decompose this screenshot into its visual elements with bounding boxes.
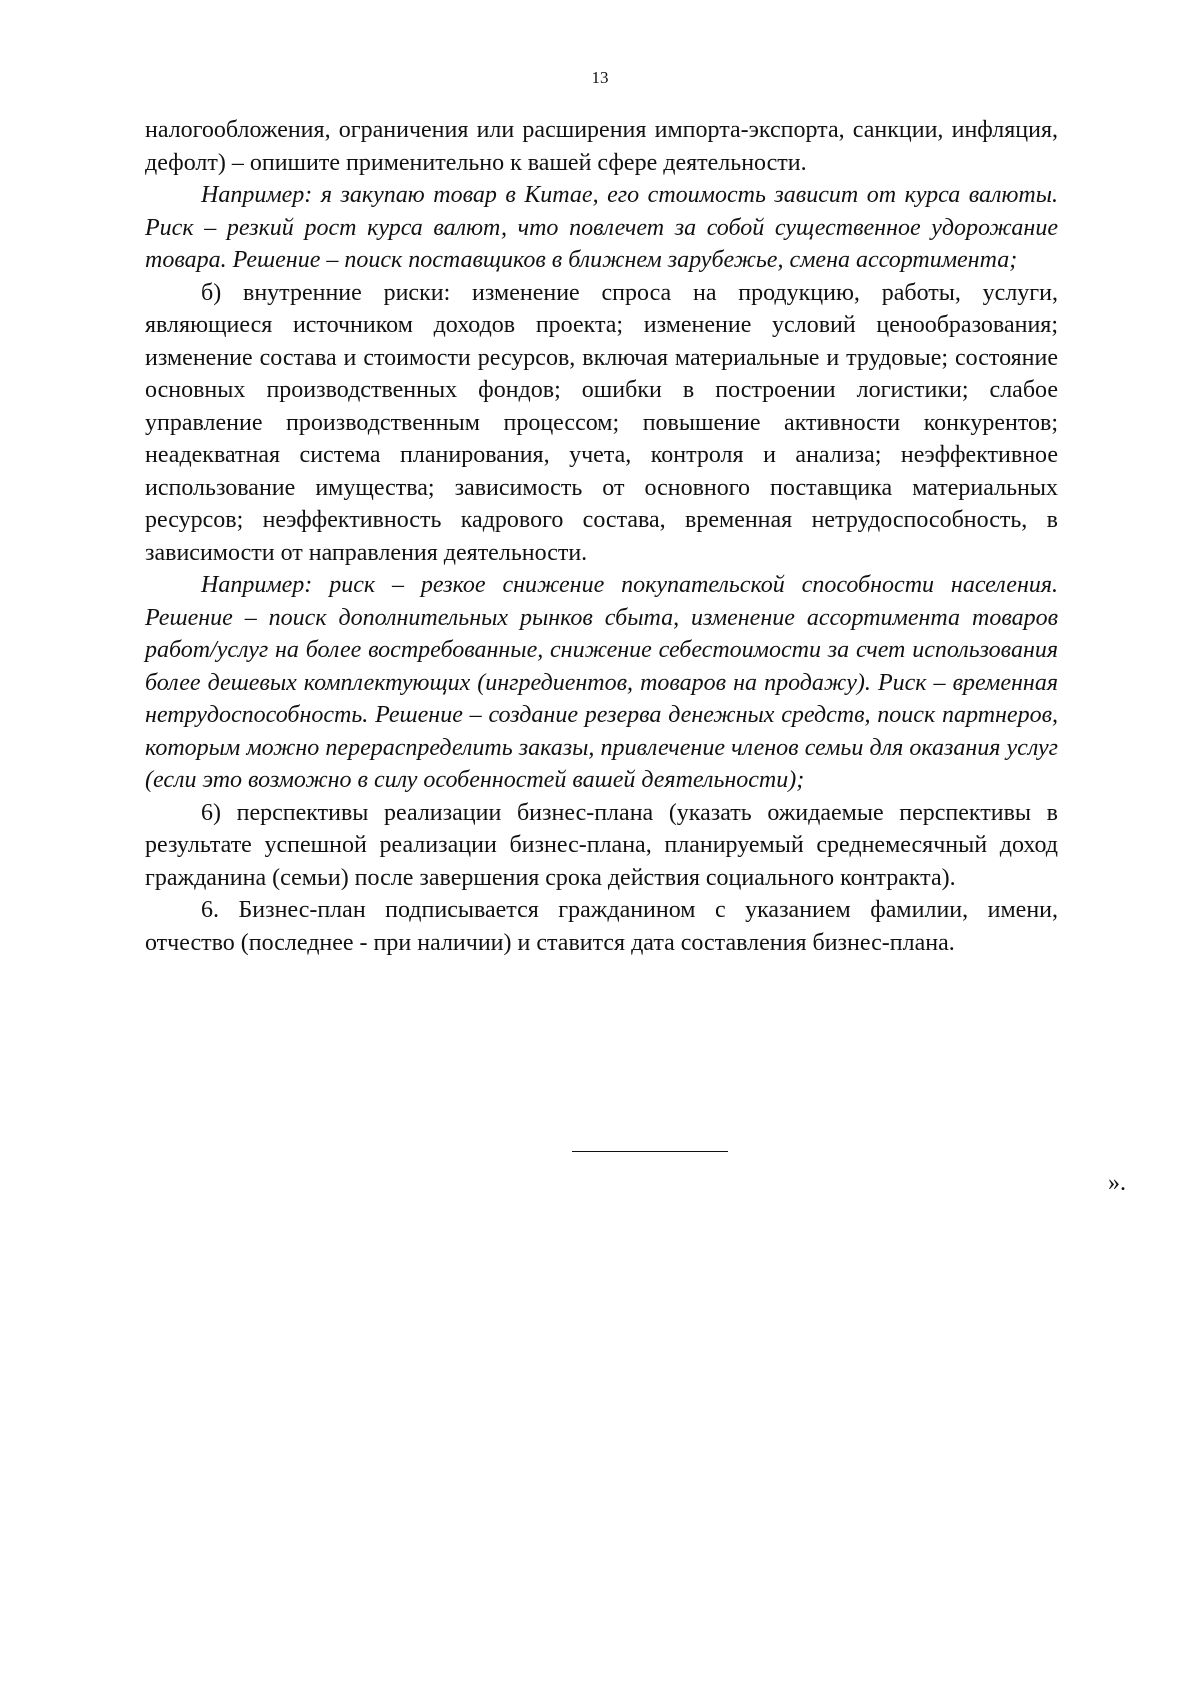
paragraph-business-plan-prospects: 6) перспективы реализации бизнес-плана (указать ожидаемые перспективы в результате успешной реализации бизнес-плана, планируемый среднемесячный доход гражданина (семьи) после завершения срока действия социального контракта). bbox=[145, 799, 1058, 891]
separator-line bbox=[572, 1151, 728, 1152]
page-number: 13 bbox=[591, 68, 609, 87]
document-body bbox=[145, 114, 1058, 959]
paragraph-business-plan-signature: 6. Бизнес-план подписывается гражданином с указанием фамилии, имени, отчество (последнее - при наличии) и ставится дата составления бизнес-плана. bbox=[145, 897, 1058, 956]
paragraph-tax-risks-continuation: налогообложения, ограничения или расширения импорта-экспорта, санкции, инфляция, дефолт) – опишите применительно к вашей сфере деятельности. bbox=[145, 117, 1058, 176]
paragraph-internal-risks: б) внутренние риски: изменение спроса на продукцию, работы, услуги, являющиеся источником доходов проекта; изменение условий ценообразования; изменение состава и стоимости ресурсов, включая материальные и трудовые; состояние основных производственных фондов; ошибки в построении логистики; слабое управление производственным процессом; повышение активности конкурентов; неадекватная система планирования, учета, контроля и анализа; неэффективное использование имущества; зависимость от основного поставщика материальных ресурсов; неэффективность кадрового состава, временная нетрудоспособность, в зависимости от направления деятельности. bbox=[145, 279, 1058, 566]
closing-quote-mark: ». bbox=[1108, 1170, 1126, 1196]
example-external-risk: Например: я закупаю товар в Китае, его стоимость зависит от курса валюты. Риск – резкий рост курса валют, что повлечет за собой существенное удорожание товара. Решение – поиск поставщиков в ближнем зарубежье, смена ассортимента; bbox=[145, 182, 1058, 273]
example-internal-risk: Например: риск – резкое снижение покупательской способности населения. Решение – поиск дополнительных рынков сбыта, изменение ассортимента товаров работ/услуг на более востребованные, снижение себестоимости за счет использования более дешевых комплектующих (ингредиентов, товаров на продажу). Риск – временная нетрудоспособность. Решение – создание резерва денежных средств, поиск партнеров, которым можно перераспределить заказы, привлечение членов семьи для оказания услуг (если это возможно в силу особенностей вашей деятельности); bbox=[145, 572, 1058, 793]
